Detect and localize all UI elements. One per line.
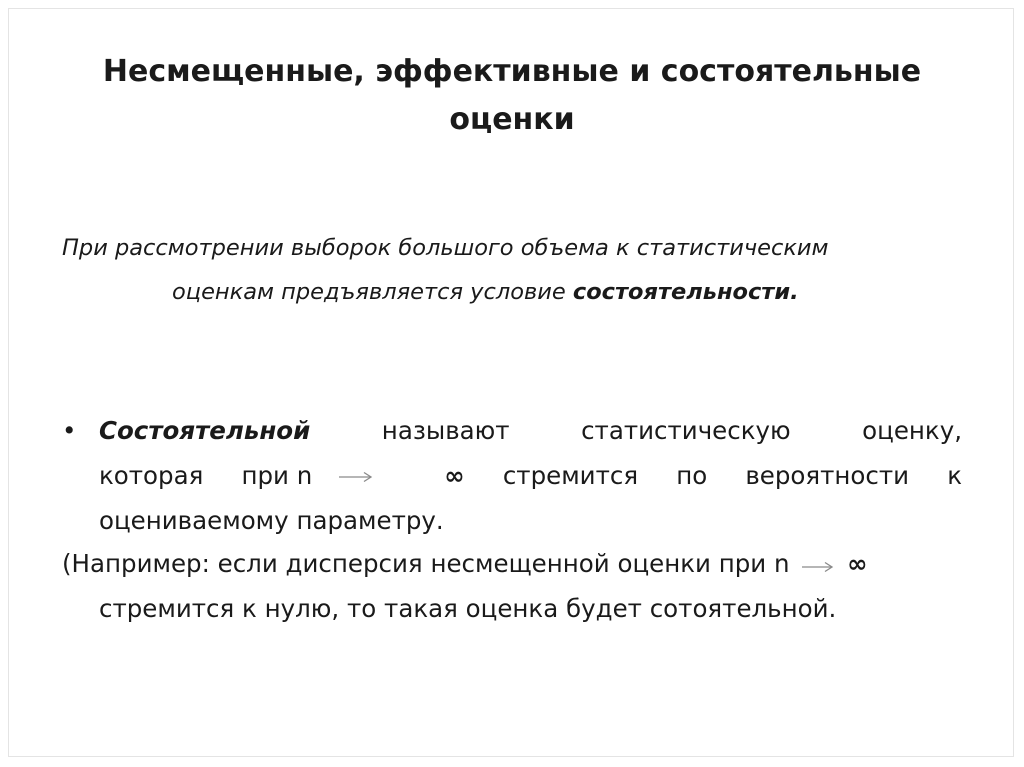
intro-line-2 <box>62 270 972 314</box>
definition-line-2 <box>99 453 962 498</box>
example-line-1 <box>62 541 868 588</box>
definition-term: Состоятельной <box>99 416 311 445</box>
variable-n: n <box>296 461 313 490</box>
intro-line-2-text: оценкам предъявляется условие <box>172 279 573 305</box>
word: оценку, <box>862 416 962 445</box>
word: называют <box>381 416 510 445</box>
right-arrow-icon <box>801 543 835 588</box>
definition-line-3: оцениваемому параметру. <box>99 506 444 535</box>
word: при <box>241 461 289 490</box>
bullet-marker: • <box>62 416 77 445</box>
right-arrow-icon <box>338 453 374 498</box>
slide-title: Несмещенные, эффективные и состоятельные оценки <box>102 54 922 137</box>
word: стремится <box>502 461 639 490</box>
intro-bold-term: состоятельности. <box>572 279 799 305</box>
intro-paragraph <box>62 226 972 314</box>
word: которая <box>99 461 204 490</box>
word: по <box>676 461 708 490</box>
limit-expression <box>241 453 464 498</box>
infinity-symbol: ∞ <box>444 461 465 490</box>
word: к <box>947 461 962 490</box>
word: вероятности <box>745 461 910 490</box>
example-line-1-text: (Например: если дисперсия несмещенной оценки при n <box>62 549 790 578</box>
definition-line-1 <box>99 408 962 453</box>
word: статистическую <box>581 416 791 445</box>
intro-line-1: При рассмотрении выборок большого объема к статистическим <box>62 235 829 261</box>
infinity-symbol: ∞ <box>847 549 868 578</box>
example-line-2: стремится к нулю, то такая оценка будет сотоятельной. <box>99 594 837 623</box>
